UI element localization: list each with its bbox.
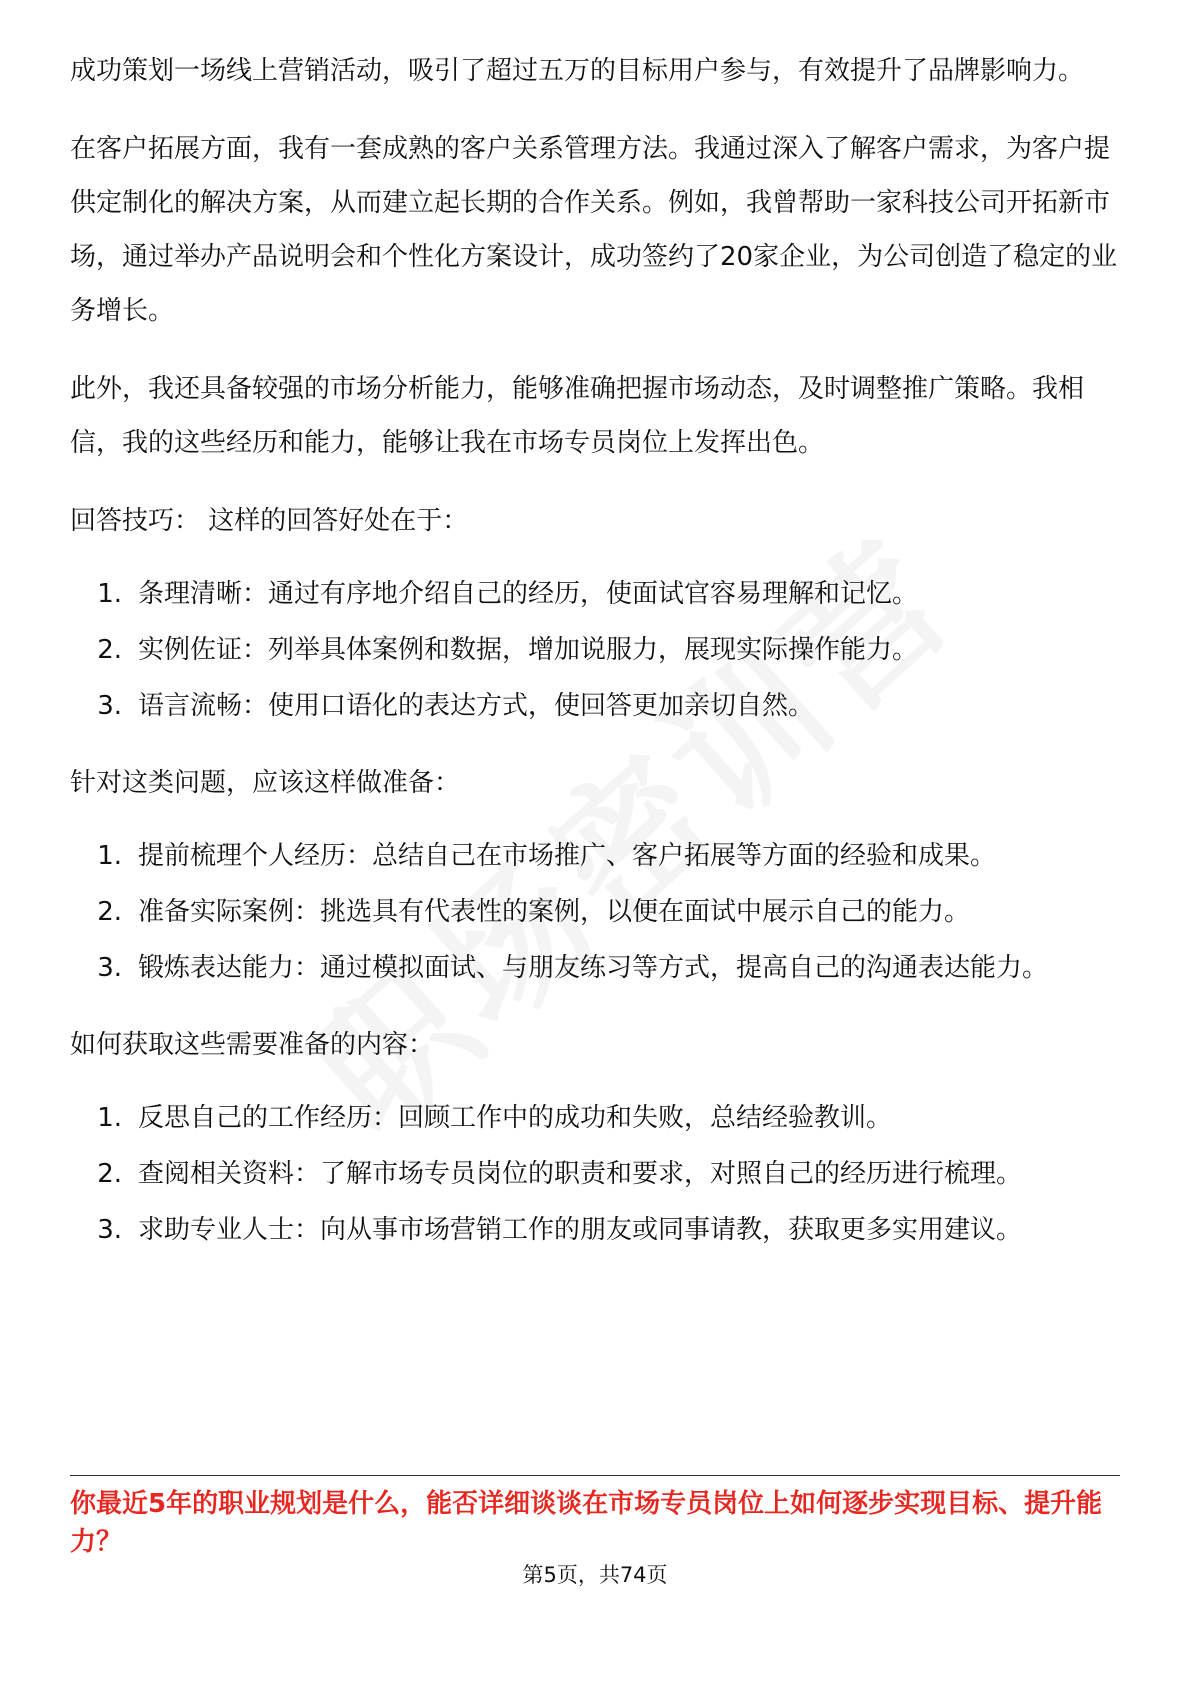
paragraph-1: 成功策划一场线上营销活动，吸引了超过五万的目标用户参与，有效提升了品牌影响力。 [70,56,1085,86]
list-item-text: 准备实际案例：挑选具有代表性的案例，以便在面试中展示自己的能力。 [138,897,971,927]
list-item [70,1090,1120,1146]
list-item [70,622,1120,678]
list-item-number: 3. [97,691,122,721]
list-item [70,884,1120,940]
list-item-number: 1. [97,1103,122,1133]
list-item-number: 2. [97,897,122,927]
list-item-text: 条理清晰：通过有序地介绍自己的经历，使面试官容易理解和记忆。 [138,579,919,609]
list-item [70,1146,1120,1202]
paragraph-3: 此外，我还具备较强的市场分析能力，能够准确把握市场动态，及时调整推广策略。我相信，我的这些经历和能力，能够让我在市场专员岗位上发挥出色。 [70,374,1085,458]
prepare-list [70,828,1120,996]
section-divider [70,1475,1120,1476]
list-item-text: 实例佐证：列举具体案例和数据，增加说服力，展现实际操作能力。 [138,635,919,665]
list-item-text: 语言流畅：使用口语化的表达方式，使回答更加亲切自然。 [138,691,815,721]
page-number: 第5页，共74页 [522,1563,668,1587]
list-item-text: 求助专业人士：向从事市场营销工作的朋友或同事请教，获取更多实用建议。 [138,1215,1023,1245]
tips-list [70,566,1120,734]
list-item-text: 提前梳理个人经历：总结自己在市场推广、客户拓展等方面的经验和成果。 [138,841,997,871]
obtain-label: 如何获取这些需要准备的内容： [70,1030,435,1060]
list-item-text: 反思自己的工作经历：回顾工作中的成功和失败，总结经验教训。 [138,1103,893,1133]
list-item-number: 1. [97,579,122,609]
paragraph-2: 在客户拓展方面，我有一套成熟的客户关系管理方法。我通过深入了解客户需求，为客户提供定制化的解决方案，从而建立起长期的合作关系。例如，我曾帮助一家科技公司开拓新市场，通过举办产品说明会和个性化方案设计，成功签约了20家企业，为公司创造了稳定的业务增长。 [70,134,1118,326]
list-item [70,1202,1120,1258]
main-content [70,44,1120,1280]
prepare-label: 针对这类问题，应该这样做准备： [70,768,461,798]
obtain-list [70,1090,1120,1258]
list-item-number: 2. [97,635,122,665]
next-question-heading: 你最近5年的职业规划是什么，能否详细谈谈在市场专员岗位上如何逐步实现目标、提升能力？ [70,1489,1103,1557]
list-item-text: 查阅相关资料：了解市场专员岗位的职责和要求，对照自己的经历进行梳理。 [138,1159,1023,1189]
list-item [70,828,1120,884]
list-item [70,566,1120,622]
list-item [70,940,1120,996]
tips-label: 回答技巧： 这样的回答好处在于： [70,506,469,536]
list-item-number: 3. [97,953,122,983]
list-item-text: 锻炼表达能力：通过模拟面试、与朋友练习等方式，提高自己的沟通表达能力。 [138,953,1049,983]
list-item-number: 3. [97,1215,122,1245]
list-item [70,678,1120,734]
list-item-number: 1. [97,841,122,871]
list-item-number: 2. [97,1159,122,1189]
